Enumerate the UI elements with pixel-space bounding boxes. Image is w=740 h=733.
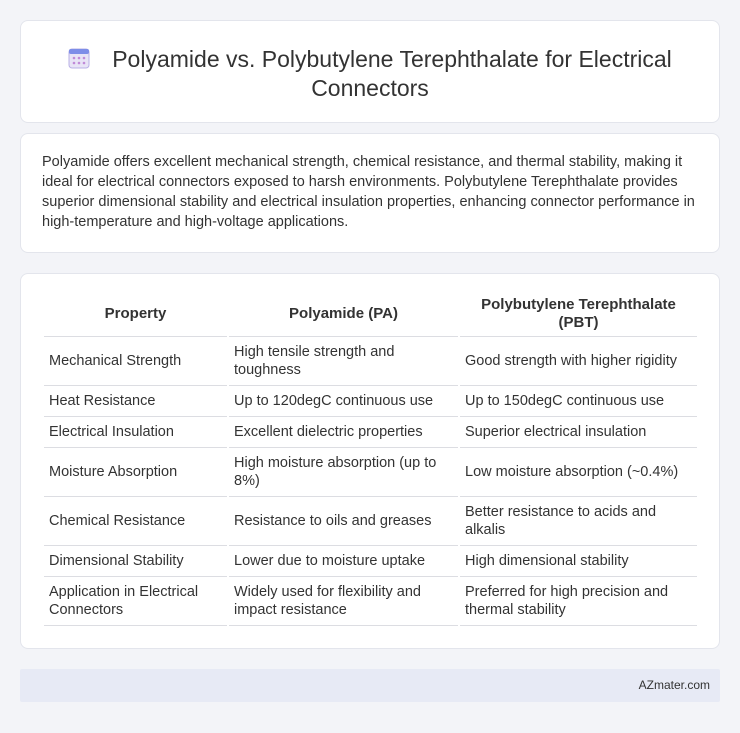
table-row <box>44 577 697 626</box>
row-property: Application in Electrical Connectors <box>44 577 227 626</box>
row-pa-value: Lower due to moisture uptake <box>229 546 458 577</box>
table-row <box>44 497 697 546</box>
row-pa-value: High moisture absorption (up to 8%) <box>229 448 458 497</box>
header-property: Property <box>44 291 227 337</box>
row-property: Chemical Resistance <box>44 497 227 546</box>
row-pa-value: Resistance to oils and greases <box>229 497 458 546</box>
row-property: Mechanical Strength <box>44 337 227 386</box>
row-property: Heat Resistance <box>44 386 227 417</box>
title-text: Polyamide vs. Polybutylene Terephthalate for Electrical Connectors <box>112 46 672 101</box>
summary-card <box>20 133 720 253</box>
header-pbt: Polybutylene Terephthalate (PBT) <box>460 291 697 337</box>
table-row <box>44 448 697 497</box>
row-pbt-value: Preferred for high precision and thermal stability <box>460 577 697 626</box>
header-polyamide: Polyamide (PA) <box>229 291 458 337</box>
row-pa-value: Up to 120degC continuous use <box>229 386 458 417</box>
row-property: Dimensional Stability <box>44 546 227 577</box>
footer-site-link[interactable]: AZmater.com <box>638 678 710 692</box>
comparison-table-card <box>20 273 720 649</box>
row-pbt-value: Up to 150degC continuous use <box>460 386 697 417</box>
row-property: Moisture Absorption <box>44 448 227 497</box>
row-property: Electrical Insulation <box>44 417 227 448</box>
comparison-table <box>42 291 699 626</box>
table-header-row <box>44 291 697 337</box>
summary-text: Polyamide offers excellent mechanical strength, chemical resistance, and thermal stability, making it ideal for electrical connectors exposed to harsh environments. Polybutylene Terephthalate provides superior dimensional stability and electrical insulation properties, enhancing connector performance in high-temperature and high-voltage applications. <box>42 154 695 230</box>
footer-bar <box>20 669 720 702</box>
row-pbt-value: Superior electrical insulation <box>460 417 697 448</box>
row-pa-value: Widely used for flexibility and impact resistance <box>229 577 458 626</box>
table-row <box>44 386 697 417</box>
row-pbt-value: Better resistance to acids and alkalis <box>460 497 697 546</box>
table-row <box>44 546 697 577</box>
row-pa-value: Excellent dielectric properties <box>229 417 458 448</box>
row-pbt-value: Good strength with higher rigidity <box>460 337 697 386</box>
page-title <box>21 45 719 103</box>
title-card <box>20 20 720 123</box>
row-pbt-value: Low moisture absorption (~0.4%) <box>460 448 697 497</box>
table-row <box>44 417 697 448</box>
row-pa-value: High tensile strength and toughness <box>229 337 458 386</box>
calendar-icon <box>68 47 90 69</box>
row-pbt-value: High dimensional stability <box>460 546 697 577</box>
table-row <box>44 337 697 386</box>
